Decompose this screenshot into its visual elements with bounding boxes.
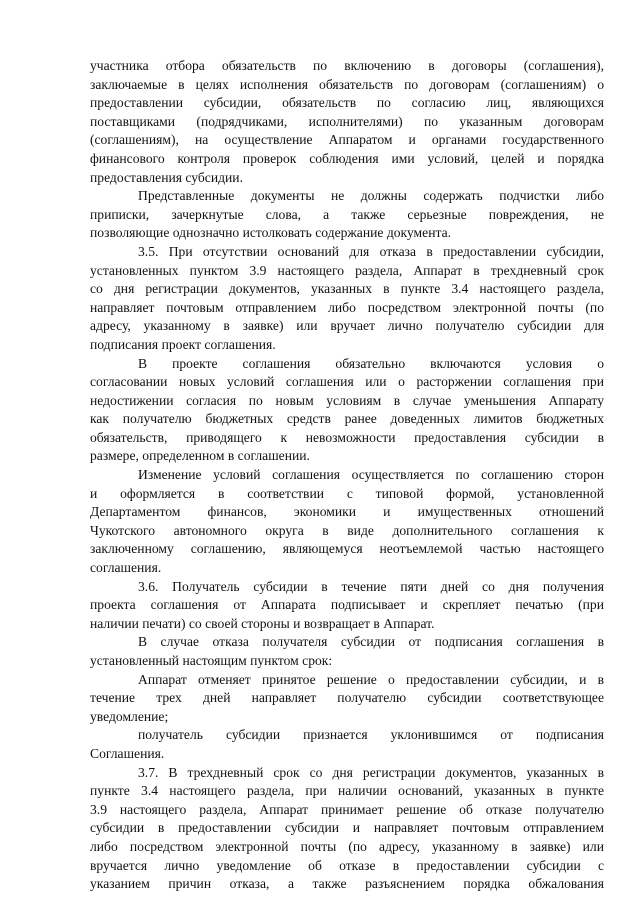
- paragraph-p4: [90, 355, 604, 467]
- paragraph-p7: [90, 633, 604, 670]
- text-line: со дня регистрации документов, указанных в пункте 3.4 настоящего раздела,: [90, 281, 604, 297]
- paragraph-p1: [90, 57, 604, 187]
- text-line: Соглашения.: [90, 745, 165, 761]
- text-line: Изменение условий соглашения осуществляется по соглашению сторон: [138, 467, 604, 483]
- text-line: Департаментом финансов, экономики и имущественных отношений: [90, 504, 604, 520]
- text-line: субсидии в предоставлении субсидии и направляет почтовым отправлением: [90, 820, 604, 836]
- text-line: приписки, зачеркнутые слова, а также серьезные повреждения, не: [90, 206, 604, 222]
- text-line: (соглашениям), на осуществление Аппаратом и органами государственного: [90, 132, 604, 148]
- text-line: недостижении согласия по новым условиям в случае уменьшения Аппарату: [90, 392, 604, 408]
- text-line: заключаемые в целях исполнения обязательств по договорам (соглашениям) о: [90, 76, 604, 92]
- paragraph-p10: [90, 764, 604, 894]
- paragraph-p3: [90, 243, 604, 355]
- text-line: подписания проект соглашения.: [90, 336, 276, 352]
- text-line: направляет почтовым отправлением либо посредством электронной почты (по: [90, 299, 604, 315]
- text-line: либо посредством электронной почты (по адресу, указанному в заявке) или: [90, 838, 604, 854]
- text-line: Представленные документы не должны содержать подчистки либо: [138, 188, 604, 204]
- text-line: позволяющие однозначно истолковать содержание документа.: [90, 225, 452, 241]
- text-line: обязательств, приводящего к невозможности предоставления субсидии в: [90, 429, 604, 445]
- paragraph-p5: [90, 466, 604, 578]
- text-line: участника отбора обязательств по включению в договоры (соглашения),: [90, 58, 604, 73]
- text-line: указанием причин отказа, а также разъяснением порядка обжалования: [90, 876, 604, 892]
- text-line: 3.9 настоящего раздела, Аппарат принимает решение об отказе получателю: [90, 801, 604, 817]
- text-line: получатель субсидии признается уклонившимся от подписания: [138, 727, 604, 743]
- text-line: и оформляется в соответствии с типовой формой, установленной: [90, 485, 604, 501]
- text-line: предоставления субсидии.: [90, 169, 243, 185]
- text-line: заключенному соглашению, являющемуся неотъемлемой частью настоящего: [90, 541, 604, 557]
- text-line: 3.7. В трехдневный срок со дня регистрации документов, указанных в: [138, 764, 604, 780]
- text-line: как получателю бюджетных средств ранее доведенных лимитов бюджетных: [90, 411, 604, 427]
- paragraph-p9: [90, 726, 604, 763]
- text-line: размере, определенном в соглашении.: [90, 448, 310, 464]
- text-line: В случае отказа получателя субсидии от подписания соглашения в: [138, 634, 604, 650]
- text-line: наличии печати) со своей стороны и возвращает в Аппарат.: [90, 615, 435, 631]
- text-line: финансового контроля проверок соблюдения ими условий, целей и порядка: [90, 150, 604, 166]
- text-line: Аппарат отменяет принятое решение о предоставлении субсидии, и в: [138, 671, 604, 687]
- paragraph-p2: [90, 187, 604, 243]
- text-line: проекта соглашения от Аппарата подписывает и скрепляет печатью (при: [90, 597, 604, 613]
- text-line: течение трех дней направляет получателю субсидии соответствующее: [90, 690, 604, 706]
- text-line: поставщиками (подрядчиками, исполнителями) по указанным договорам: [90, 113, 604, 129]
- document-page: [90, 57, 604, 894]
- paragraph-p6: [90, 578, 604, 634]
- text-line: пункте 3.4 настоящего раздела, при наличии оснований, указанных в пункте: [90, 783, 604, 799]
- text-line: Чукотского автономного округа в виде дополнительного соглашения к: [90, 522, 604, 538]
- text-line: предоставлении субсидии, обязательств по согласию лиц, являющихся: [90, 95, 604, 111]
- text-line: уведомление;: [90, 708, 169, 724]
- text-line: установленных пунктом 3.9 настоящего раздела, Аппарат в трехдневный срок: [90, 262, 604, 278]
- text-line: В проектe соглашения обязательно включаются условия о: [138, 355, 604, 371]
- text-line: соглашения.: [90, 560, 162, 576]
- text-line: установленный настоящим пунктом срок:: [90, 653, 333, 668]
- text-line: вручается лично уведомление об отказе в предоставлении субсидии с: [90, 857, 604, 873]
- text-line: адресу, указанному в заявке) или вручает лично получателю субсидии для: [90, 318, 604, 334]
- text-line: согласовании новых условий соглашения или о расторжении соглашения при: [90, 374, 604, 390]
- text-line: 3.6. Получатель субсидии в течение пяти дней со дня получения: [138, 578, 604, 594]
- paragraph-p8: [90, 671, 604, 727]
- text-line: 3.5. При отсутствии оснований для отказа в предоставлении субсидии,: [138, 243, 604, 259]
